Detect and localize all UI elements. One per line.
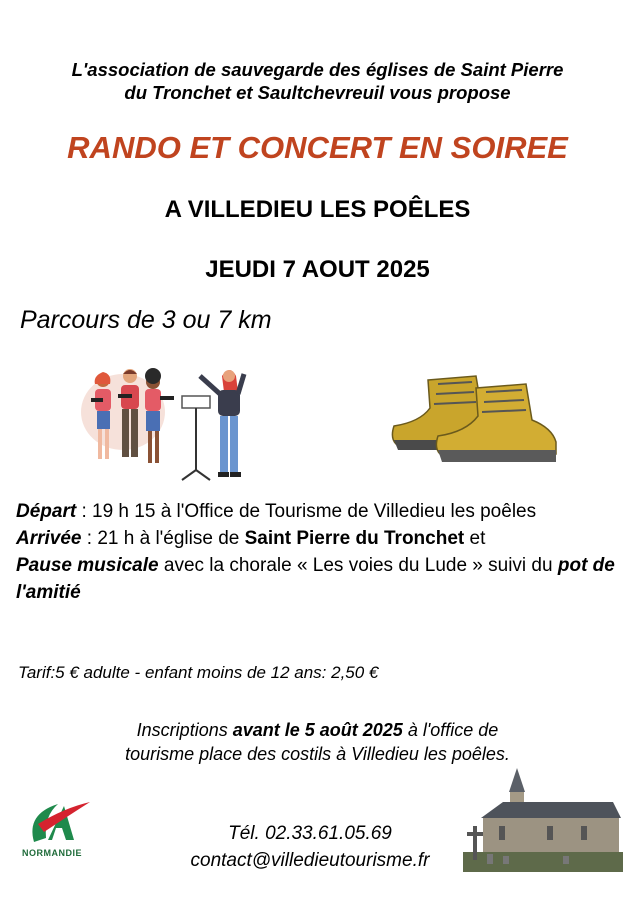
gravestone <box>503 856 509 864</box>
registration-text: Inscriptions <box>136 720 233 740</box>
departure-text: : 19 h 15 à l'Office de Tourisme de Villedieu les poêles <box>76 501 537 522</box>
pause-text: avec la chorale « Les voies du Lude » suivi du <box>158 555 558 576</box>
price-info: Tarif:5 € adulte - enfant moins de 12 ans: 2,50 € <box>18 663 379 682</box>
event-date: JEUDI 7 AOUT 2025 <box>205 256 430 283</box>
arrival-place: Saint Pierre du Tronchet <box>244 528 465 549</box>
church-photo <box>463 768 623 872</box>
arrival-text-end: et <box>464 528 486 549</box>
phone-number[interactable]: Tél. 02.33.61.05.69 <box>228 823 392 844</box>
gravestone <box>563 856 569 864</box>
contact-info <box>110 820 510 874</box>
pot-amitie: pot de l'amitié <box>16 555 615 603</box>
departure-info <box>16 498 616 525</box>
hiking-boots-illustration <box>390 372 562 468</box>
pause-label: Pause musicale <box>16 555 159 576</box>
event-title: RANDO ET CONCERT EN SOIREE <box>67 130 568 165</box>
departure-label: Départ <box>16 501 77 522</box>
route-distance: Parcours de 3 ou 7 km <box>20 306 272 334</box>
arrival-info <box>16 525 616 606</box>
gravestone <box>487 854 493 864</box>
logo-label: NORMANDIE <box>22 848 82 858</box>
registration-text-end: à l'office de <box>402 720 499 740</box>
choir-illustration <box>78 362 253 484</box>
arrival-text: : 21 h à l'église de <box>81 528 245 549</box>
intro-text <box>0 58 635 104</box>
intro-line-1: L'association de sauvegarde des églises de Saint Pierre <box>71 59 564 80</box>
conductor <box>200 370 244 477</box>
event-place: A VILLEDIEU LES POÊLES <box>164 196 471 223</box>
intro-line-2: du Tronchet et Saultchevreuil vous propose <box>124 82 511 103</box>
arrival-label: Arrivée <box>16 528 82 549</box>
email-address[interactable]: contact@villedieutourisme.fr <box>190 850 430 871</box>
music-stand <box>182 396 210 480</box>
registration-line-2: tourisme place des costils à Villedieu les poêles. <box>125 744 510 764</box>
registration-deadline: avant le 5 août 2025 <box>232 720 403 740</box>
event-details <box>16 498 616 606</box>
registration-info <box>0 718 635 766</box>
registration-line-1 <box>0 718 635 742</box>
singer-3 <box>145 368 174 463</box>
